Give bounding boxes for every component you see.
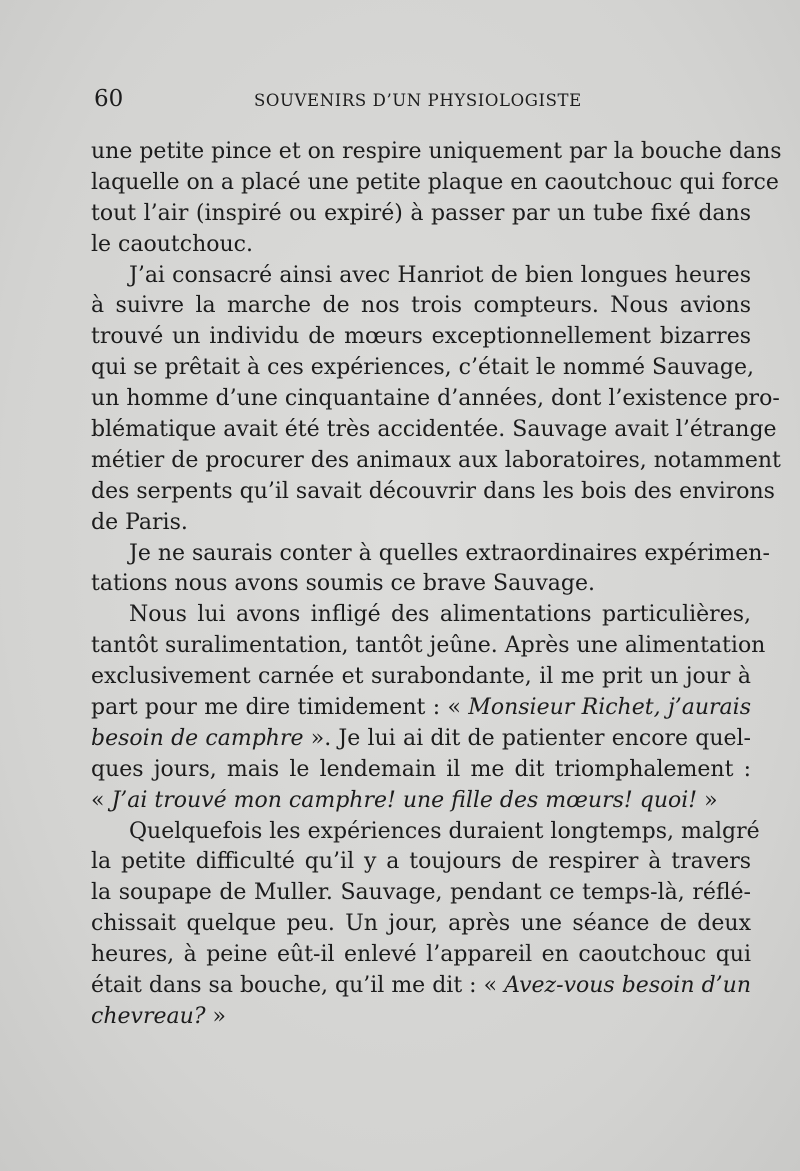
- text-line: le caoutchouc.: [91, 231, 253, 257]
- italic-segment: besoin de camphre: [91, 725, 304, 751]
- text-line: chissait quelque peu. Un jour, après une séance de deux: [91, 911, 751, 937]
- text-line: Quelquefois les expériences duraient longtemps, malgré: [129, 818, 760, 844]
- italic-segment: Monsieur Richet, j’aurais: [468, 695, 751, 721]
- text-line: [91, 693, 751, 724]
- italic-segment: chevreau?: [91, 1003, 206, 1029]
- text-line: tations nous avons soumis ce brave Sauvage.: [91, 571, 596, 597]
- text-line: tantôt suralimentation, tantôt jeûne. Après une alimentation: [91, 633, 766, 659]
- text-segment: »: [697, 787, 718, 813]
- body-text: [91, 137, 782, 1033]
- text-line: ques jours, mais le lendemain il me dit triomphalement :: [91, 756, 751, 782]
- text-segment: »: [205, 1003, 227, 1029]
- italic-segment: J’ai trouvé mon camphre! une fille des mœurs! quoi!: [111, 787, 698, 813]
- text-line: des serpents qu’il savait découvrir dans les bois des environs: [91, 478, 775, 504]
- text-line: [91, 724, 751, 755]
- text-line: J’ai consacré ainsi avec Hanriot de bien longues heures: [129, 262, 751, 288]
- text-line: [91, 971, 751, 1002]
- page-header: [94, 86, 754, 114]
- text-line: une petite pince et on respire uniquement par la bouche dans: [91, 139, 782, 164]
- text-line: exclusivement carnée et surabondante, il me prit un jour à: [91, 664, 751, 690]
- text-line: [91, 786, 751, 817]
- text-line: heures, à peine eût-il enlevé l’appareil en caoutchouc qui: [91, 942, 751, 968]
- text-segment: était dans sa bouche, qu’il me dit : «: [91, 973, 505, 999]
- text-line: qui se prêtait à ces expériences, c’était le nommé Sauvage,: [91, 355, 755, 381]
- text-line: de Paris.: [91, 509, 188, 535]
- text-segment: ». Je lui ai dit de patienter encore quel-: [303, 725, 751, 751]
- italic-segment: Avez-vous besoin d’un: [504, 973, 751, 999]
- running-title: SOUVENIRS D’UN PHYSIOLOGISTE: [254, 91, 582, 110]
- text-line: métier de procurer des animaux aux laboratoires, notamment: [91, 447, 781, 473]
- text-line: [91, 1002, 751, 1033]
- text-line: tout l’air (inspiré ou expiré) à passer par un tube fixé dans: [91, 200, 751, 226]
- text-line: un homme d’une cinquantaine d’années, dont l’existence pro-: [91, 386, 780, 412]
- text-line: trouvé un individu de mœurs exceptionnellement bizarres: [91, 324, 751, 350]
- text-line: à suivre la marche de nos trois compteurs. Nous avions: [91, 293, 751, 319]
- text-line: blématique avait été très accidentée. Sauvage avait l’étrange: [91, 417, 777, 443]
- text-segment: «: [91, 787, 112, 813]
- text-line: laquelle on a placé une petite plaque en caoutchouc qui force: [91, 169, 779, 195]
- text-line: Je ne saurais conter à quelles extraordinaires expérimen-: [129, 540, 770, 566]
- text-line: Nous lui avons infligé des alimentations particulières,: [129, 602, 751, 628]
- text-segment: part pour me dire timidement : «: [91, 695, 469, 721]
- text-line: la soupape de Muller. Sauvage, pendant ce temps-là, réflé-: [91, 880, 751, 906]
- page-number: 60: [94, 86, 124, 112]
- text-line: la petite difficulté qu’il y a toujours de respirer à travers: [91, 849, 751, 875]
